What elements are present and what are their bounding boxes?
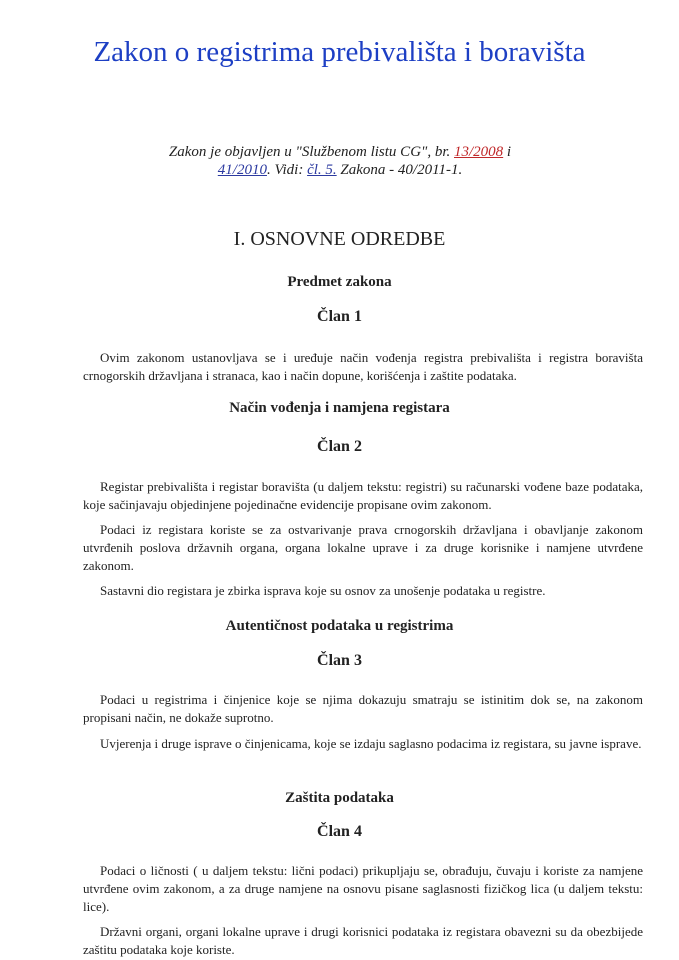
article-heading: Član 1 bbox=[317, 308, 362, 325]
paragraph: Uvjerenja i druge isprave o činjenicama, koje se izdaju saglasno podacima iz registara, su javne isprave. bbox=[100, 736, 642, 751]
paragraph: Registar prebivališta i registar boravišta (u daljem tekstu: registri) su računarski vođene baze podataka, koje sačinjavaju objedinjene pojedinačne evidencije propisane ovim zakonom. bbox=[83, 479, 643, 512]
publication-text: i bbox=[503, 144, 512, 160]
paragraph: Ovim zakonom ustanovljava se i uređuje način vođenja registra prebivališta i registra boravišta crnogorskih državljana i stranaca, kao i način dopune, korišćenja i zaštite podataka. bbox=[83, 350, 643, 383]
article-heading: Član 2 bbox=[317, 438, 362, 455]
paragraph: Podaci iz registara koriste se za ostvarivanje prava crnogorskih državljana i obavljanje zakonom utvrđenih poslova državnih organa, organa lokalne uprave i za druge korisnike i namjene utvrđene zakonom. bbox=[83, 522, 643, 573]
section-heading: Autentičnost podataka u registrima bbox=[225, 618, 454, 634]
paragraph: Podaci o ličnosti ( u daljem tekstu: lični podaci) prikupljaju se, obrađuju, čuvaju i koriste za namjene utvrđene ovim zakonom, a za druge namjene na osnovu pisane saglasnosti fizičkog lica (u daljem tekstu: lice). bbox=[83, 863, 643, 914]
part-heading: I. OSNOVNE ODREDBE bbox=[233, 228, 446, 250]
publication-suffix: Zakona - 40/2011-1. bbox=[336, 162, 463, 178]
publication-note bbox=[140, 143, 540, 179]
paragraph: Državni organi, organi lokalne uprave i drugi korisnici podataka iz registara obavezni su da obezbijede zaštitu podataka koje koriste. bbox=[83, 924, 643, 957]
article-heading: Član 4 bbox=[317, 823, 362, 840]
article-heading: Član 3 bbox=[317, 652, 362, 669]
publication-prefix: Zakon je objavljen u "Službenom listu CG", br. bbox=[168, 144, 454, 160]
paragraph: Podaci u registrima i činjenice koje se njima dokazuju smatraju se istinitim dok se, na zakonom propisani način, ne dokaže suprotno. bbox=[83, 692, 643, 725]
section-heading: Zaštita podataka bbox=[285, 790, 394, 806]
paragraph: Sastavni dio registara je zbirka isprava koje su osnov za unošenje podataka u registre. bbox=[100, 583, 546, 598]
gazette-link-13-2008[interactable]: 13/2008 bbox=[454, 144, 504, 160]
document-title: Zakon o registrima prebivališta i boravišta bbox=[93, 36, 586, 68]
section-heading: Način vođenja i namjena registara bbox=[229, 400, 450, 416]
publication-text: . Vidi: bbox=[266, 162, 308, 178]
article-5-link[interactable]: čl. 5. bbox=[307, 162, 337, 178]
section-heading: Predmet zakona bbox=[287, 274, 392, 290]
gazette-link-41-2010[interactable]: 41/2010 bbox=[217, 162, 267, 178]
